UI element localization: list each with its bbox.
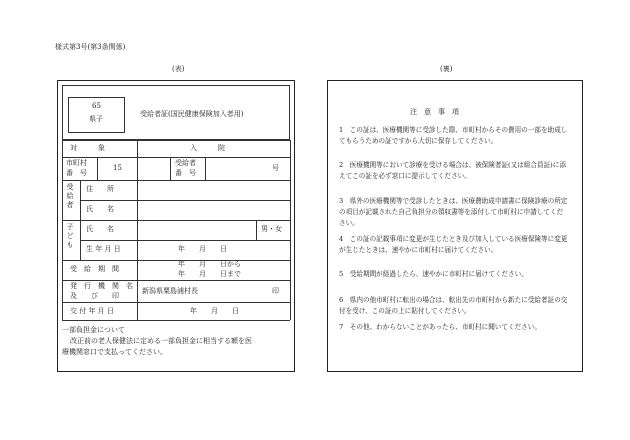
child-name-label: 氏 名 bbox=[86, 225, 114, 233]
form-number-label: 様式第3号(第3条関係) bbox=[55, 43, 126, 51]
copay-line-2: 療機関窓口で支払ってください。 bbox=[62, 348, 167, 356]
recipient-no-label-1: 受給者 bbox=[175, 159, 196, 167]
note-item: 5 受給期間が経過したら、速やかに市町村に届けてください。 bbox=[339, 270, 528, 278]
municipality-no-label-2: 番 号 bbox=[66, 169, 87, 177]
municipality-no-value: 15 bbox=[113, 164, 122, 172]
recipient-name-label: 氏 名 bbox=[86, 205, 114, 213]
issuer-label-2: 及 び 印 bbox=[70, 292, 119, 300]
birth-date-label: 生 年 月 日 bbox=[86, 245, 121, 253]
birth-date-value: 年 月 日 bbox=[178, 245, 227, 253]
issue-date-value: 年 月 日 bbox=[190, 307, 239, 315]
sex-value: 男・女 bbox=[261, 225, 282, 233]
copay-line-1: 改正前の老人保健法に定める一部負担金に相当する額を医 bbox=[70, 337, 252, 345]
card-title: 受給者証(国民健康保険加入者用) bbox=[140, 110, 244, 118]
seal-mark: 印 bbox=[272, 287, 279, 295]
issue-date-label: 交 付 年 月 日 bbox=[70, 307, 114, 315]
period-from: 年 月 日から bbox=[178, 260, 241, 268]
target-value: 入 院 bbox=[190, 144, 225, 152]
note-item: 6 県内の他市町村に転出の場合は、転出先の市町村から新たに受給者証の交付を受け、この証の上に貼付してください。 bbox=[339, 296, 568, 315]
recipient-group-label: 受給者 bbox=[66, 183, 74, 210]
address-label: 住 所 bbox=[86, 185, 114, 193]
copay-title: 一部負担金について bbox=[62, 326, 125, 334]
front-caption: (表) bbox=[172, 65, 185, 73]
issuer-name: 新潟県粟島浦村長 bbox=[142, 287, 198, 295]
note-item: 4 この証の記載事項に変更が生じたとき及び加入している医療保険等に変更が生じたときは、速やかに市町村に届けてください。 bbox=[339, 235, 568, 254]
period-label: 受 給 期 間 bbox=[70, 265, 119, 273]
back-caption: (裏) bbox=[440, 65, 453, 73]
stamp-prefecture: 県子 bbox=[89, 115, 103, 123]
stamp-number: 65 bbox=[92, 102, 101, 110]
municipality-no-label-1: 市町村 bbox=[66, 159, 87, 167]
recipient-no-label-2: 番 号 bbox=[175, 169, 196, 177]
issuer-label-1: 発 行 機 関 名 bbox=[70, 282, 133, 290]
target-label: 対 象 bbox=[70, 144, 105, 152]
child-group-label: 子ども bbox=[66, 223, 74, 250]
notes-heading: 注 意 事 項 bbox=[410, 108, 459, 116]
note-item: 3 県外の医療機関等で受診したときは、医療費助成申請書に保険診療の所定の項目が記載された自己負担分の領収書等を添付して市町村に申請してください。 bbox=[339, 197, 568, 227]
recipient-no-suffix: 号 bbox=[272, 164, 279, 172]
period-to: 年 月 日まで bbox=[178, 270, 241, 278]
note-item: 1 この証は、医療機関等に受診した際、市町村からその費用の一部を助成してもらうための証ですから大切に保存してください。 bbox=[339, 126, 568, 145]
note-item: 2 医療機関等において診療を受ける場合は、被保険者証(又は組合員証)に添えてこの証を必ず窓口に提示してください。 bbox=[339, 161, 566, 180]
note-item: 7 その他、わからないことがあったら、市町村に聞いてください。 bbox=[339, 323, 541, 331]
